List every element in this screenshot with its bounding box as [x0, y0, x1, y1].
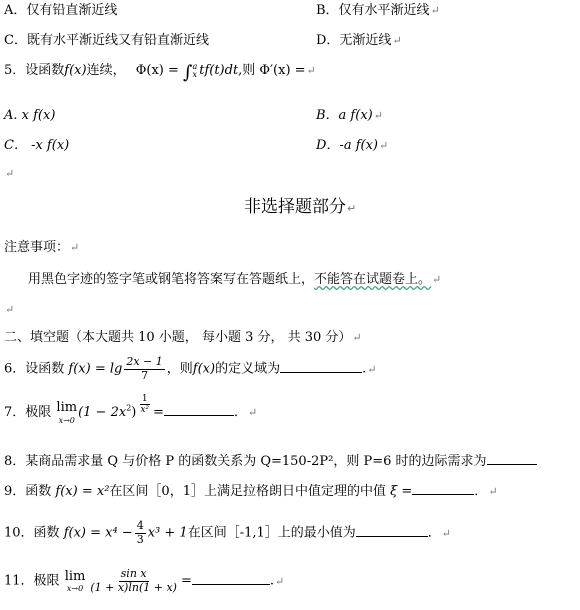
q10-fraction: $\frac{4}{3}$: [136, 519, 144, 546]
section-title: 非选择题部分↵: [244, 197, 357, 217]
q11-fraction: $\frac{\text{sin x}}{(1 + x)\ln(1 + x)}$: [90, 567, 177, 594]
q10-answer-blank: [356, 524, 428, 537]
q7-limit: lim x→0: [56, 400, 78, 425]
q5-stem: 5．设函数f(x)连续， Φ(x) = ∫ a x tf(t)dt,则 Φ′(x) =↵: [4, 61, 316, 83]
q5-option-a: A. x f(x): [4, 108, 56, 123]
q10-stem: 10．函数 f(x) = x⁴ − $\frac{4}{3}$ x³ + 1在区间［-1,1］上的最小值为 ．↵: [4, 519, 451, 546]
q11-limit: lim x→0: [64, 568, 86, 594]
q11-stem: 11．极限 lim x→0 $\frac{\text{sin x}}{(1 + x)\ln(1 + x)}$ = .↵: [4, 567, 285, 594]
notice-text: 用黑色字迹的签字笔或钢笔将答案写在答题纸上，不能答在试题卷上。↵: [28, 272, 442, 287]
q9-stem: 9．函数 f(x) = x²在区间［0，1］上满足拉格朗日中值定理的中值 ξ = ．↵: [4, 484, 498, 499]
paragraph-mark: ↵: [5, 303, 15, 316]
q9-answer-blank: [412, 482, 474, 495]
q7-exponent: $\frac{1}{\text{x²}}$: [140, 394, 150, 416]
q5-option-d: D．-a f(x)↵: [316, 138, 389, 153]
notice-title: 注意事项：↵: [4, 240, 80, 255]
q4-option-b: B．仅有水平渐近线↵: [316, 3, 440, 18]
q7-stem: 7．极限 lim x→0 $(1 - 2x^2)$ $\frac{1}{\text{x²}}$ = ．↵: [4, 394, 258, 425]
q4-option-c: C．既有水平渐近线又有铅直渐近线: [4, 33, 209, 48]
part2-title: 二、填空题（本大题共 10 小题， 每小题 3 分， 共 30 分）↵: [4, 330, 362, 345]
q6-fraction: $\frac{2x - 1}{7}$: [126, 355, 163, 382]
q4-option-a: A．仅有铅直渐近线: [4, 3, 118, 18]
paragraph-mark: ↵: [5, 167, 15, 180]
q4-option-d: D．无渐近线↵: [316, 33, 402, 48]
integral-sign-icon: ∫: [183, 62, 193, 83]
q7-answer-blank: [164, 403, 234, 416]
q8-answer-blank: [487, 452, 537, 465]
q5-option-b: B．a f(x)↵: [316, 108, 383, 123]
q6-answer-blank: [280, 360, 362, 373]
q5-option-c: C． -x f(x): [4, 138, 70, 153]
q8-stem: 8．某商品需求量 Q 与价格 P 的函数关系为 Q=150-2P²，则 P=6 时的边际需求为: [4, 452, 537, 470]
q11-answer-blank: [192, 572, 270, 585]
q6-stem: 6．设函数 f(x) = lg $\frac{2x - 1}{7}$ ，则f(x)的定义域为 .↵: [4, 355, 377, 382]
